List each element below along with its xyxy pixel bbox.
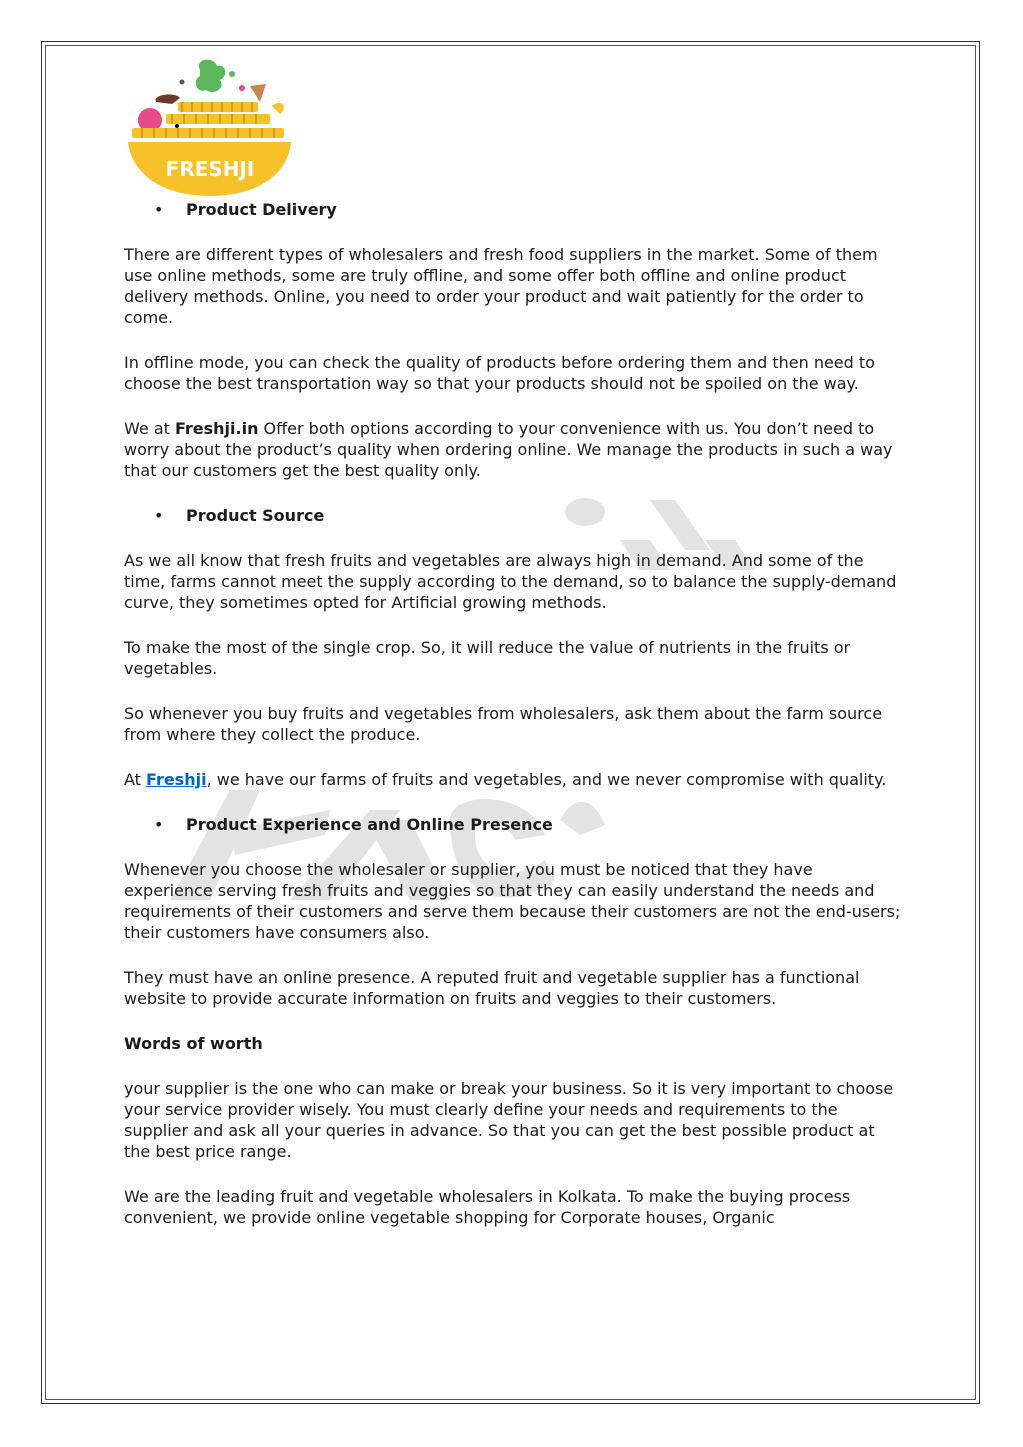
bullet-dot: •: [154, 815, 164, 834]
paragraph: There are different types of wholesalers and fresh food suppliers in the market. Some of them use online methods, some are truly offline, and some offer both offline and online product delivery methods. Online, you need to order your product and wait patiently for the order to come.: [124, 245, 878, 327]
freshji-link[interactable]: Freshji: [146, 770, 207, 789]
heading-product-experience: • Product Experience and Online Presence: [154, 815, 553, 834]
paragraph: To make the most of the single crop. So, it will reduce the value of nutrients in the fruits or vegetables.: [124, 638, 851, 678]
paragraph: We are the leading fruit and vegetable wholesalers in Kolkata. To make the buying process convenient, we provide online vegetable shopping for Corporate houses, Organic: [124, 1187, 851, 1227]
paragraph: So whenever you buy fruits and vegetables from wholesalers, ask them about the farm source from where they collect the produce.: [124, 704, 883, 744]
heading-product-source: • Product Source: [154, 506, 325, 525]
freshji-in-bold: Freshji.in: [174, 419, 259, 438]
heading-product-delivery: • Product Delivery: [154, 200, 337, 219]
freshji-logo: [122, 58, 297, 198]
logo-text: FRESHJI: [165, 157, 255, 181]
paragraph: We at Freshji.in Offer both options according to your convenience with us. You don’t need to worry about the product’s quality when ordering online. We manage the products in such a way that our customers get the best quality only.: [124, 419, 893, 480]
heading-words-of-worth: Words of worth: [124, 1034, 263, 1053]
paragraph: They must have an online presence. A reputed fruit and vegetable supplier has a functional website to provide accurate information on fruits and veggies to their customers.: [124, 968, 860, 1008]
bullet-dot: •: [154, 506, 164, 525]
paragraph: At Freshji, we have our farms of fruits and vegetables, and we never compromise with quality.: [124, 770, 887, 789]
paragraph: As we all know that fresh fruits and vegetables are always high in demand. And some of the time, farms cannot meet the supply according to the demand, so to balance the supply-demand curve, they sometimes opted for Artificial growing methods.: [124, 551, 897, 612]
document-body: [124, 199, 904, 1228]
paragraph: Whenever you choose the wholesaler or supplier, you must be noticed that they have experience serving fresh fruits and veggies so that they can easily understand the needs and requirements of their customers and serve them because their customers are not the end-users; their customers have consumers also.: [124, 860, 901, 942]
paragraph: In offline mode, you can check the quality of products before ordering them and then need to choose the best transportation way so that your products should not be spoiled on the way.: [124, 353, 875, 393]
bullet-dot: •: [154, 200, 164, 219]
paragraph: your supplier is the one who can make or break your business. So it is very important to choose your service provider wisely. You must clearly define your needs and requirements to the supplier and ask all your queries in advance. So that you can get the best possible product at the best price range.: [124, 1079, 894, 1161]
